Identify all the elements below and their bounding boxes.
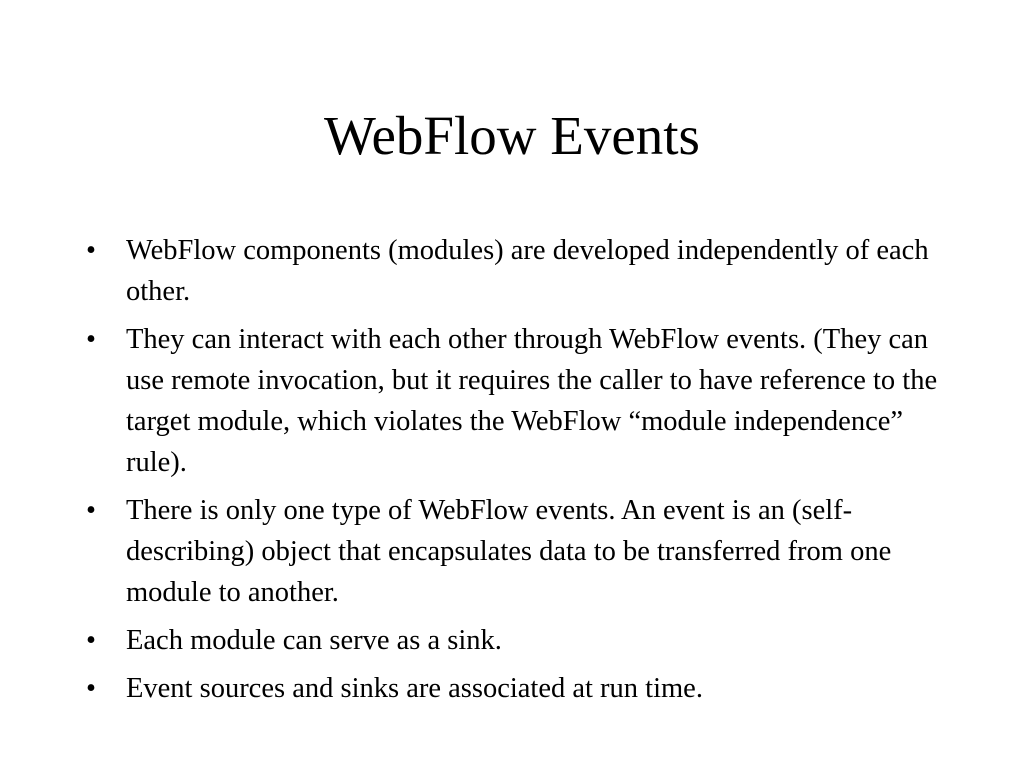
- bullet-icon: •: [86, 673, 96, 704]
- bullet-list: [86, 230, 956, 716]
- bullet-item: [86, 230, 956, 312]
- bullet-item: [86, 620, 956, 661]
- slide-title: WebFlow Events: [324, 105, 700, 166]
- bullet-item: [86, 490, 956, 613]
- bullet-icon: •: [86, 495, 96, 526]
- bullet-icon: •: [86, 324, 96, 355]
- bullet-text: WebFlow components (modules) are developed independently of each other.: [126, 235, 929, 307]
- bullet-item: [86, 319, 956, 483]
- bullet-text: There is only one type of WebFlow events. An event is an (self-describing) object that encapsulates data to be transferred from one module to another.: [126, 495, 892, 608]
- bullet-text: They can interact with each other through WebFlow events. (They can use remote invocation, but it requires the caller to have reference to the target module, which violates the WebFlow “module independence” rule).: [126, 324, 938, 478]
- bullet-icon: •: [86, 625, 96, 656]
- bullet-text: Event sources and sinks are associated at run time.: [126, 673, 703, 704]
- bullet-icon: •: [86, 235, 96, 266]
- bullet-item: [86, 668, 956, 709]
- bullet-text: Each module can serve as a sink.: [126, 625, 502, 656]
